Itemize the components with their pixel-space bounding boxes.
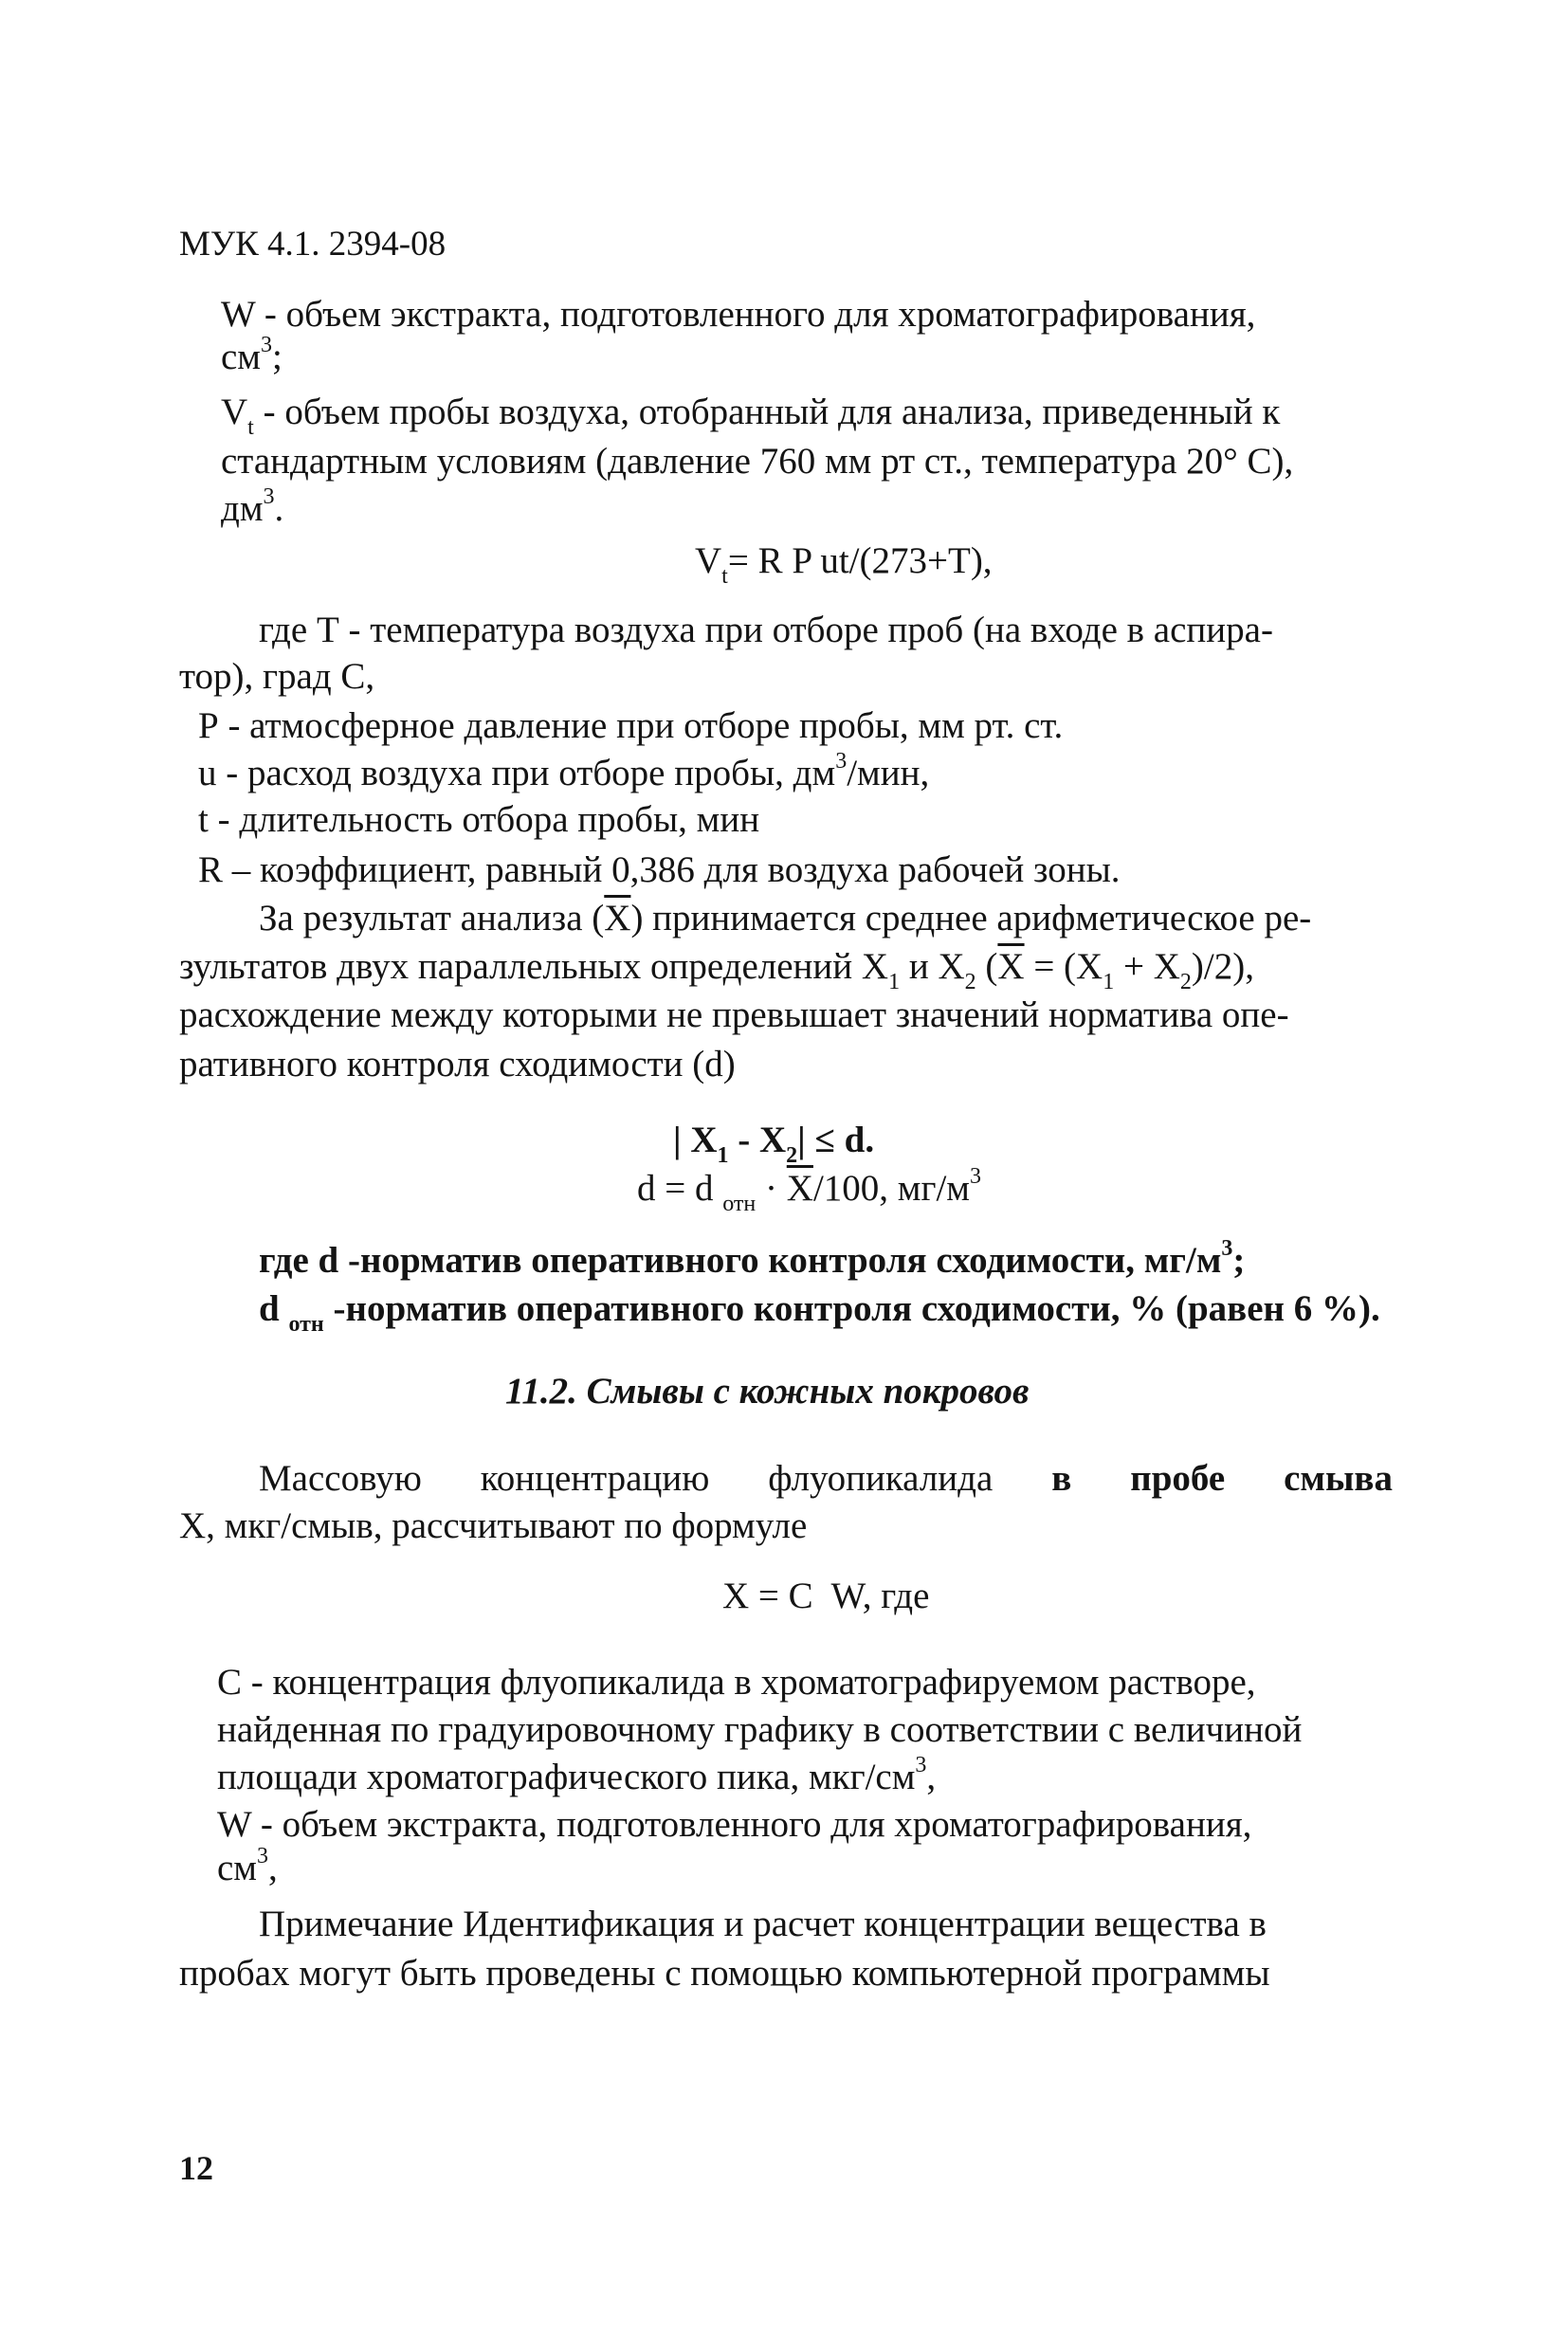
where-p: Р - атмосферное давление при отборе пробы, мм рт. ст. [198, 705, 1064, 746]
vt-definition: $V_t$ - объем пробы воздуха, отобранный для анализа, приведенный к [221, 392, 1281, 440]
where-t: где Т - температура воздуха при отборе проб (на входе в аспира- [259, 610, 1273, 650]
w-definition: W - объем экстракта, подготовленного для хроматографирования, [221, 294, 1256, 335]
where-r: R – коэффициент, равный 0,386 для воздуха рабочей зоны. [198, 849, 1121, 890]
formula-abs-difference: | $X_1 - X_2| \le d$. [673, 1120, 875, 1168]
d-otn-definition: d $_{отн}$ -норматив оперативного контроля сходимости, % (равен 6 %). [259, 1288, 1380, 1337]
result-para-line1: За результат анализа $(\overline{X})$ принимается среднее арифметическое ре- [259, 898, 1312, 939]
where-u: u - расход воздуха при отборе пробы, $дм^3$/мин, [198, 749, 930, 793]
vt-definition-unit: $дм^3$. [221, 484, 284, 529]
w-definition-2-unit: $см^3$, [217, 1844, 278, 1888]
note-line2: пробах могут быть проведены с помощью компьютерной программы [179, 1953, 1270, 1994]
page-number: 12 [179, 2149, 213, 2187]
mass-para-line1: Массовую концентрацию флуопикалида в пробе смыва [259, 1458, 1393, 1499]
result-para-line3: расхождение между которыми не превышает значений норматива опе- [179, 994, 1289, 1035]
document-code: МУК 4.1. 2394-08 [179, 225, 447, 264]
where-duration: t - длительность отбора пробы, мин [198, 799, 760, 840]
note-line1: Примечание Идентификация и расчет концентрации вещества в [259, 1904, 1267, 1944]
formula-d: d = d $_{отн} \cdot \overline{X}/100$, $мг/м^3$ [637, 1164, 981, 1216]
c-definition: С - концентрация флуопикалида в хроматографируемом растворе, [217, 1662, 1256, 1703]
where-t-cont: тор), град С, [179, 656, 375, 697]
formula-vt: $V_t= R$ P ut/(273+T), [695, 540, 993, 589]
formula-x: X = C W, где [722, 1576, 930, 1616]
mass-para-line2: X, мкг/смыв, рассчитывают по формуле [179, 1505, 808, 1546]
section-title: 11.2. Смывы с кожных покровов [505, 1371, 1030, 1412]
w-definition-2: W - объем экстракта, подготовленного для хроматографирования, [217, 1804, 1252, 1845]
result-para-line2: зультатов двух параллельных определений $X_1$ и $X_2$ $(\overline{X} = (X_1 + X_2)/2)$, [179, 946, 1254, 994]
c-definition-unit: площади хроматографического пика, мкг/$см^3$, [217, 1753, 937, 1797]
d-definition: где d -норматив оперативного контроля сходимости, $мг/м^3$; [259, 1236, 1246, 1281]
vt-definition-cont: стандартным условиям (давление 760 мм рт ст., температура 20° С), [221, 441, 1294, 482]
w-definition-unit: $см^3$; [221, 333, 283, 377]
result-para-line4: ративного контроля сходимости (d) [179, 1044, 736, 1084]
c-definition-cont: найденная по градуировочному графику в соответствии с величиной [217, 1709, 1303, 1750]
